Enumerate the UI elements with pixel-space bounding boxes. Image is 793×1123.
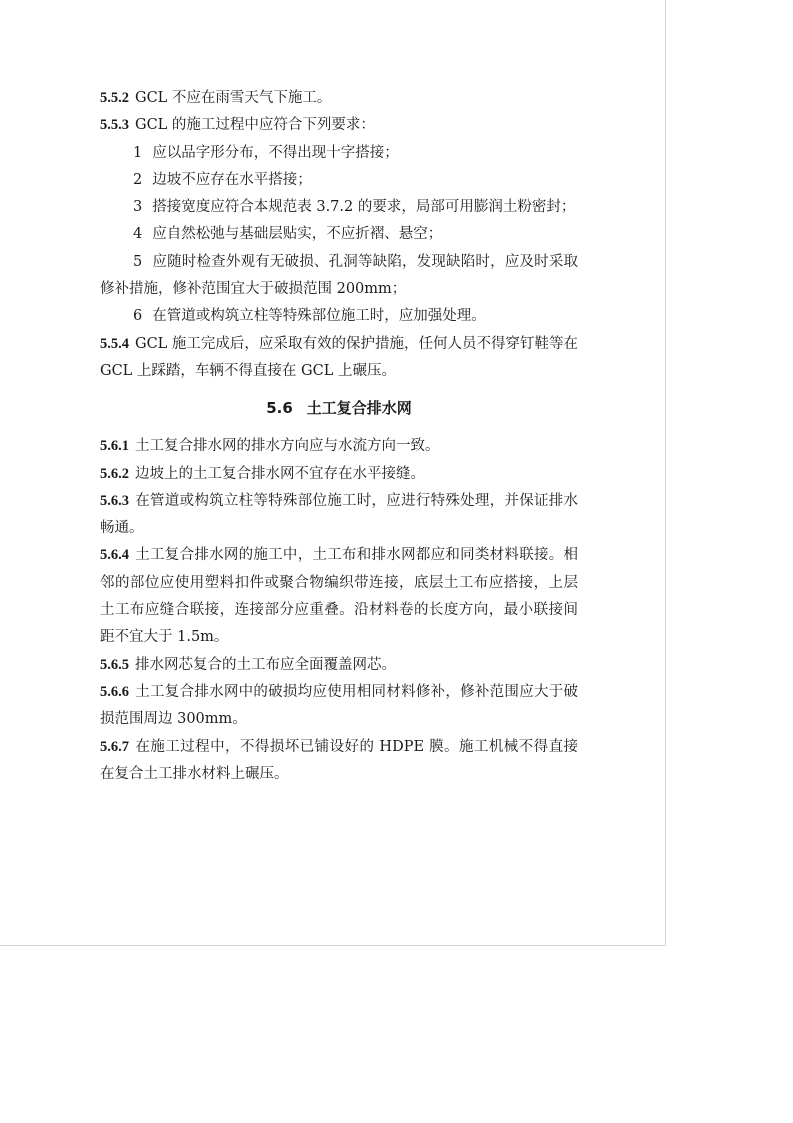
item-text: 在管道或构筑立柱等特殊部位施工时，应加强处理。	[152, 308, 486, 325]
item-number: 2	[133, 171, 143, 188]
clause-number: 5.5.4	[100, 335, 129, 352]
clause-text: 土工复合排水网的施工中，土工布和排水网都应和同类材料联接。相邻的部位应使用塑料扣件或聚合物编织带连接，底层土工布应搭接，上层土工布应缝合联接，连接部分应重叠。沿材料卷的长度方向，最小联接间距不宜大于 1.5m。	[100, 547, 578, 646]
item-text: 应自然松弛与基础层贴实，不应折褶、悬空；	[152, 226, 443, 243]
item-number: 3	[133, 199, 143, 216]
item-text: 应随时检查外观有无破损、孔洞等缺陷，发现缺陷时，应及时采取修补措施，修补范围宜大于破损范围 200mm；	[100, 253, 578, 298]
item-text: 搭接宽度应符合本规范表 3.7.2 的要求，局部可用膨润土粉密封；	[152, 199, 576, 216]
clause-text: GCL 施工完成后，应采取有效的保护措施，任何人员不得穿钉鞋等在 GCL 上踩踏，车辆不得直接在 GCL 上碾压。	[100, 335, 578, 379]
clause-number: 5.6.6	[100, 683, 129, 700]
item-text: 应以品字形分布，不得出现十字搭接；	[152, 144, 399, 161]
clause-number: 5.6.2	[100, 465, 129, 482]
list-item	[100, 140, 578, 167]
clause-5-5-3	[100, 112, 578, 139]
clause-5-6-6	[100, 679, 578, 734]
clause-number: 5.5.3	[100, 117, 129, 134]
clause-number: 5.6.1	[100, 438, 129, 455]
section-number: 5.6	[266, 399, 293, 418]
clause-text: 边坡上的土工复合排水网不宜存在水平接缝。	[135, 465, 425, 482]
list-item	[100, 194, 578, 221]
clause-number: 5.6.7	[100, 738, 129, 755]
item-number: 1	[133, 144, 143, 161]
item-text: 边坡不应存在水平搭接；	[152, 171, 312, 188]
clause-5-6-1	[100, 433, 578, 460]
clause-5-6-7	[100, 734, 578, 789]
item-number: 6	[133, 308, 143, 325]
clause-text: GCL 不应在雨雪天气下施工。	[135, 90, 332, 106]
item-number: 4	[133, 226, 143, 243]
clause-number: 5.6.4	[100, 547, 129, 564]
clause-number: 5.6.3	[100, 492, 129, 509]
clause-text: 在施工过程中，不得损坏已铺设好的 HDPE 膜。施工机械不得直接在复合土工排水材料上碾压。	[100, 738, 578, 782]
section-title: 土工复合排水网	[306, 399, 412, 418]
page-content	[100, 85, 578, 788]
clause-5-6-2	[100, 461, 578, 488]
list-item	[100, 167, 578, 194]
item-number: 5	[133, 253, 143, 270]
section-heading	[100, 393, 578, 423]
clause-5-6-4	[100, 542, 578, 651]
clause-5-6-5	[100, 652, 578, 679]
clause-number: 5.6.5	[100, 656, 129, 673]
list-item	[100, 303, 578, 330]
clause-5-5-4	[100, 331, 578, 386]
clause-number: 5.5.2	[100, 90, 129, 106]
list-item	[100, 221, 578, 248]
clause-text: GCL 的施工过程中应符合下列要求：	[135, 117, 375, 134]
clause-text: 土工复合排水网中的破损均应使用相同材料修补，修补范围应大于破损范围周边 300mm。	[100, 683, 578, 728]
clause-5-6-3	[100, 488, 578, 543]
clause-5-5-2	[100, 85, 578, 112]
clause-text: 在管道或构筑立柱等特殊部位施工时，应进行特殊处理，并保证排水畅通。	[100, 492, 578, 537]
clause-text: 土工复合排水网的排水方向应与水流方向一致。	[135, 438, 440, 455]
clause-text: 排水网芯复合的土工布应全面覆盖网芯。	[135, 656, 396, 673]
list-item	[100, 249, 578, 304]
